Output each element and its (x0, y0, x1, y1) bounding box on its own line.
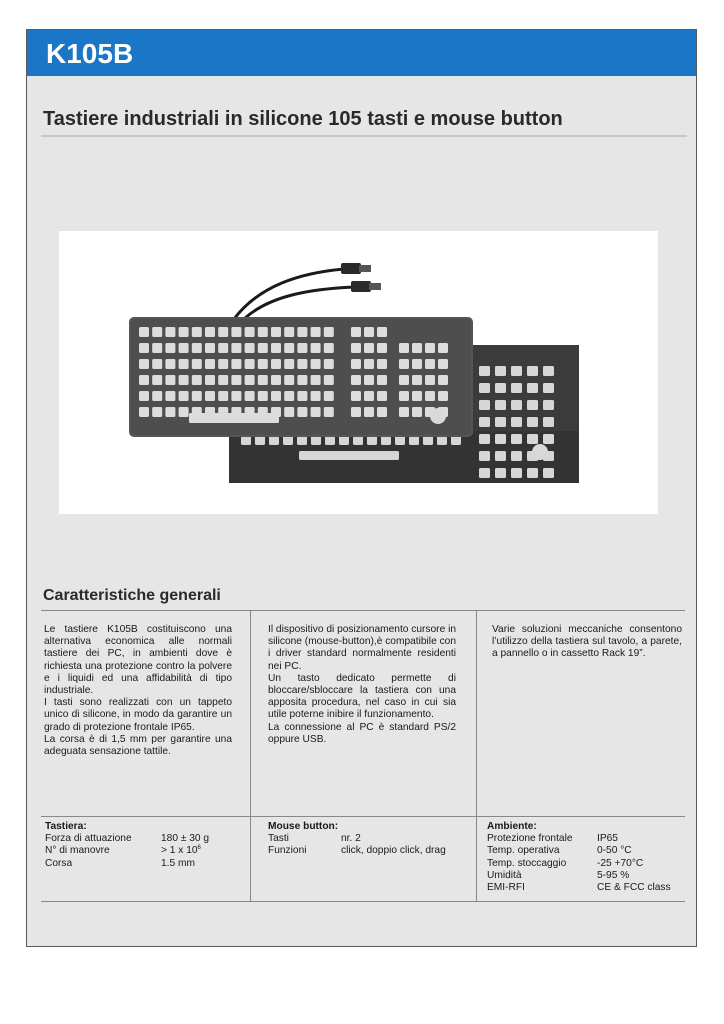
spec-label: Tasti (268, 833, 289, 845)
key (438, 343, 448, 353)
key (139, 375, 149, 385)
key (423, 436, 433, 445)
keyboard-illustration (59, 231, 658, 514)
column-divider-1 (250, 611, 251, 816)
key (377, 391, 387, 401)
spec-row (268, 845, 468, 857)
key (543, 434, 554, 444)
key (511, 366, 522, 376)
mouse-specs (268, 821, 468, 858)
key (218, 327, 228, 337)
key (284, 391, 294, 401)
key (437, 436, 447, 445)
spec-row (45, 858, 235, 870)
spec-label: EMI-RFI (487, 882, 525, 894)
key (205, 343, 215, 353)
spec-row (487, 858, 687, 870)
key (205, 391, 215, 401)
key (377, 375, 387, 385)
key (364, 407, 374, 417)
key (271, 391, 281, 401)
spec-value: -25 +70°C (597, 857, 644, 869)
key (192, 327, 202, 337)
key (399, 359, 409, 369)
key (527, 383, 538, 393)
key (152, 327, 162, 337)
spec-row (487, 845, 687, 857)
key (425, 359, 435, 369)
key (152, 391, 162, 401)
section-divider-top (41, 610, 685, 611)
key (351, 391, 361, 401)
key (179, 407, 189, 417)
key (179, 359, 189, 369)
key (324, 391, 334, 401)
key (409, 436, 419, 445)
key (412, 407, 422, 417)
paragraph: Un tasto dedicato permette di bloccare/sbloccare la tastiera con una apposita procedura, nel caso in cui sia utile poterne inibire il funzionamento. (268, 672, 456, 721)
key (367, 436, 377, 445)
key (377, 327, 387, 337)
key (311, 359, 321, 369)
key (543, 383, 554, 393)
key (511, 434, 522, 444)
key (511, 468, 522, 478)
key (258, 327, 268, 337)
key (231, 375, 241, 385)
key (399, 343, 409, 353)
spec-label: N° di manovre (45, 845, 110, 857)
mouse-specs-title: Mouse button: (268, 821, 339, 832)
spec-row (487, 870, 687, 882)
key (271, 327, 281, 337)
key (165, 327, 175, 337)
spec-divider-2 (476, 817, 477, 901)
key (311, 327, 321, 337)
key (351, 343, 361, 353)
keyboard-specs (45, 821, 235, 870)
key (527, 417, 538, 427)
key (324, 375, 334, 385)
key (451, 436, 461, 445)
key (231, 391, 241, 401)
key (284, 343, 294, 353)
spec-divider-1 (250, 817, 251, 901)
key (364, 391, 374, 401)
environment-specs-title: Ambiente: (487, 821, 537, 832)
key (351, 327, 361, 337)
key (324, 327, 334, 337)
key (511, 383, 522, 393)
key (364, 375, 374, 385)
key (399, 407, 409, 417)
key (438, 359, 448, 369)
key (527, 434, 538, 444)
key (245, 359, 255, 369)
key (245, 343, 255, 353)
key (438, 375, 448, 385)
key (412, 359, 422, 369)
key (311, 343, 321, 353)
key (324, 343, 334, 353)
spec-value: nr. 2 (341, 833, 361, 845)
section-heading: Caratteristiche generali (43, 587, 221, 604)
key (412, 343, 422, 353)
key (479, 366, 490, 376)
key (297, 391, 307, 401)
key (311, 407, 321, 417)
key (399, 391, 409, 401)
spec-value: 0-50 °C (597, 845, 632, 857)
key (377, 407, 387, 417)
key (241, 436, 251, 445)
key (165, 407, 175, 417)
key (364, 343, 374, 353)
key (284, 407, 294, 417)
key (325, 436, 335, 445)
spec-value: IP65 (597, 833, 618, 845)
key (377, 343, 387, 353)
column-2-text (268, 624, 456, 746)
spec-label: Funzioni (268, 845, 307, 857)
key (258, 391, 268, 401)
key (495, 468, 506, 478)
key (269, 436, 279, 445)
key (258, 343, 268, 353)
key (351, 375, 361, 385)
specs-divider-top (41, 816, 685, 817)
key (364, 359, 374, 369)
key (271, 375, 281, 385)
key (205, 359, 215, 369)
key (284, 359, 294, 369)
key (139, 327, 149, 337)
spec-row (268, 833, 468, 845)
key (479, 400, 490, 410)
key (179, 343, 189, 353)
key (179, 327, 189, 337)
key (271, 359, 281, 369)
paragraph: Varie soluzioni meccaniche consentono l’utilizzo della tastiera sul tavolo, a parete, a pannello o in cassetto Rack 19”. (492, 624, 682, 660)
key (527, 468, 538, 478)
key (139, 391, 149, 401)
key (245, 327, 255, 337)
key (297, 327, 307, 337)
key (152, 407, 162, 417)
paragraph: Le tastiere K105B costituiscono una alternativa economica alle normali tastiere dei PC, in ambienti dove è richiesta una protezione contro la polvere e i liquidi ed una affidabilità di tipo industriale. (44, 624, 232, 697)
key (324, 407, 334, 417)
spec-row (487, 833, 687, 845)
key (412, 375, 422, 385)
key (297, 375, 307, 385)
key (511, 417, 522, 427)
key (297, 436, 307, 445)
key (139, 343, 149, 353)
key (152, 359, 162, 369)
key (258, 359, 268, 369)
key (495, 417, 506, 427)
key (165, 375, 175, 385)
key (284, 327, 294, 337)
key (139, 359, 149, 369)
key (479, 468, 490, 478)
key (511, 400, 522, 410)
key (543, 468, 554, 478)
key (165, 391, 175, 401)
key (479, 417, 490, 427)
spec-row (45, 833, 235, 845)
header-bar (27, 30, 696, 76)
key (271, 343, 281, 353)
key (255, 436, 265, 445)
key (179, 375, 189, 385)
key (245, 391, 255, 401)
key (425, 391, 435, 401)
paragraph: La connessione al PC è standard PS/2 oppure USB. (268, 721, 456, 745)
key (425, 343, 435, 353)
spec-value: 5-95 % (597, 869, 630, 881)
spec-value: > 1 x $10^6$ (161, 845, 201, 857)
key (139, 407, 149, 417)
key (399, 375, 409, 385)
key (543, 366, 554, 376)
key (438, 391, 448, 401)
spec-label: Protezione frontale (487, 833, 573, 845)
key (165, 359, 175, 369)
spec-value: click, doppio click, drag (341, 845, 446, 857)
paragraph: Il dispositivo di posizionamento cursore in silicone (mouse-button),è compatibile con i driver standard normalmente residenti nei PC. (268, 624, 456, 672)
spec-row (45, 845, 235, 857)
key (495, 366, 506, 376)
spec-value: 180 ± 30 g (161, 833, 210, 845)
datasheet-page (26, 29, 697, 947)
key (364, 327, 374, 337)
key (192, 375, 202, 385)
key (192, 359, 202, 369)
key (395, 436, 405, 445)
product-code: K105B (46, 38, 134, 69)
spec-value: CE & FCC class (597, 882, 671, 894)
keyboard-specs-title: Tastiera: (45, 821, 87, 832)
key (245, 375, 255, 385)
specs-divider-bottom (41, 901, 685, 902)
spec-label: Umidità (487, 869, 522, 881)
key (495, 434, 506, 444)
spec-label: Corsa (45, 857, 73, 869)
key (495, 383, 506, 393)
key (412, 391, 422, 401)
key (311, 436, 321, 445)
key (179, 391, 189, 401)
key (284, 375, 294, 385)
key (231, 343, 241, 353)
key (495, 451, 506, 461)
key (297, 359, 307, 369)
key (218, 343, 228, 353)
key (381, 436, 391, 445)
key (218, 375, 228, 385)
key (152, 343, 162, 353)
key (377, 359, 387, 369)
spec-label: Temp. stoccaggio (487, 857, 567, 869)
key (283, 436, 293, 445)
spec-row (487, 882, 687, 894)
spec-label: Forza di attuazione (45, 833, 132, 845)
spec-label: Temp. operativa (487, 845, 560, 857)
key (495, 400, 506, 410)
key (311, 391, 321, 401)
paragraph: La corsa è di 1,5 mm per garantire una adeguata sensazione tattile. (44, 733, 232, 758)
spec-value: 1.5 mm (161, 857, 195, 869)
key (152, 375, 162, 385)
key (543, 417, 554, 427)
key (231, 327, 241, 337)
column-1-text (44, 624, 232, 758)
key (479, 434, 490, 444)
key (205, 327, 215, 337)
key (231, 359, 241, 369)
key (543, 400, 554, 410)
key (351, 359, 361, 369)
key (218, 359, 228, 369)
key (205, 375, 215, 385)
key (353, 436, 363, 445)
key (297, 343, 307, 353)
key (351, 407, 361, 417)
key (192, 391, 202, 401)
paragraph: I tasti sono realizzati con un tappeto unico di silicone, in modo da garantire un grado di protezione frontale IP65. (44, 697, 232, 733)
key (527, 366, 538, 376)
column-3-text (492, 624, 682, 661)
page-title: Tastiere industriali in silicone 105 tasti e mouse button (43, 108, 563, 130)
key (339, 436, 349, 445)
key (258, 375, 268, 385)
key (425, 375, 435, 385)
key (189, 413, 279, 423)
key (479, 383, 490, 393)
environment-specs (487, 821, 687, 894)
product-photo (59, 231, 658, 514)
key (324, 359, 334, 369)
key (165, 343, 175, 353)
key (299, 451, 399, 460)
key (311, 375, 321, 385)
key (479, 451, 490, 461)
key (192, 343, 202, 353)
key (527, 400, 538, 410)
key (511, 451, 522, 461)
key (218, 391, 228, 401)
title-divider (41, 135, 687, 137)
column-divider-2 (476, 611, 477, 816)
key (297, 407, 307, 417)
